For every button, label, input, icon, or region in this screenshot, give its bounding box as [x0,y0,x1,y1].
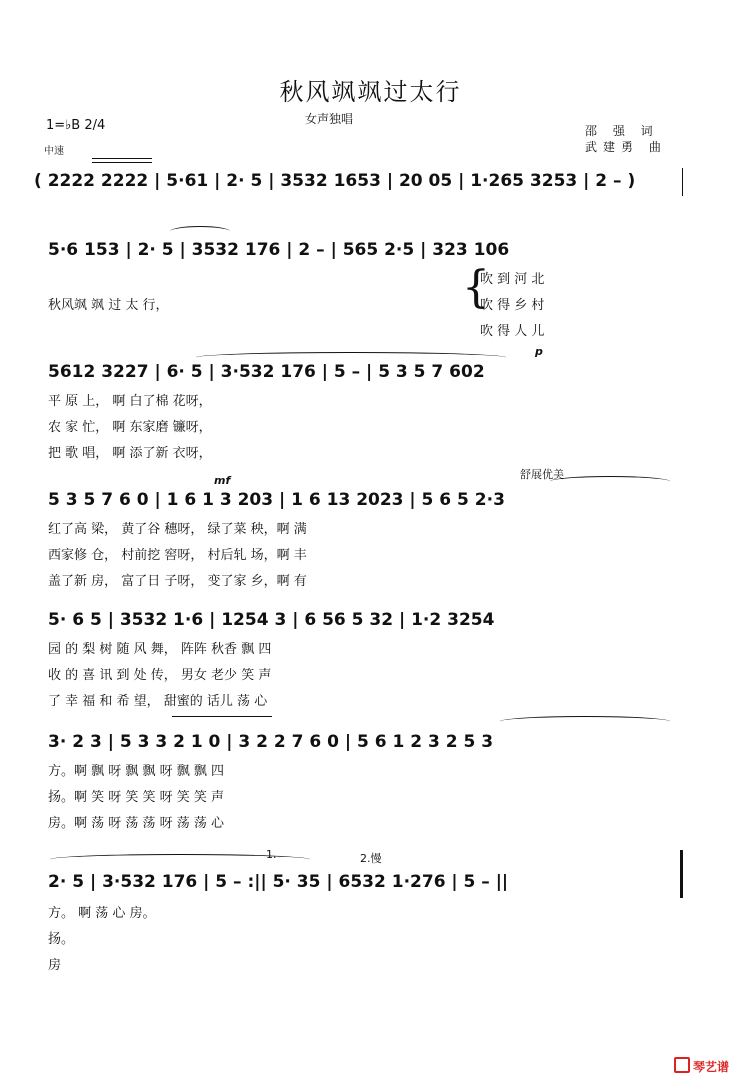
site-logo [674,1057,729,1075]
dynamic-mf: mf [214,474,231,487]
beam-line [92,162,152,163]
lyric-system-6-line-2: 扬。啊 笑 呀 笑 笑 呀 笑 笑 声 [48,790,225,805]
lyric-system-6-line-1: 方。啊 飘 呀 飘 飘 呀 飘 飘 四 [48,764,225,779]
lyric-system-4-line-2: 西家修 仓， 村前挖 窖呀， 村后轧 场，啊 丰 [48,548,307,563]
lyric-system-7-line-1: 方。 啊 荡 心 房。 [48,906,156,921]
lyric-system-2-verse-1: 吹 到 河 北 [480,272,545,287]
volta-1: 1. [266,848,277,861]
notes-system-7: 2· 5 | 3·532 176 | 5 – :|| 5· 35 | 6532 1·276 | 5 – || [48,872,509,892]
volta-2: 2.慢 [360,852,382,865]
tempo-marking: 中速 [44,146,64,157]
lyric-system-3-line-1: 平 原 上， 啊 白了棉 花呀， [48,394,212,409]
lyricist-credit: 邵 强 词 [585,124,659,138]
bar-line [682,168,683,196]
lyric-system-3-line-2: 农 家 忙， 啊 东家磨 镰呀， [48,420,212,435]
lyric-system-7-line-2: 扬。 [48,932,75,947]
logo-icon [674,1057,690,1073]
notes-system-3: 5612 3227 | 6· 5 | 3·532 176 | 5 – | 5 3 5 7 602 [48,362,485,382]
lyric-system-4-line-3: 盖了新 房， 富了日 子呀， 变了家 乡，啊 有 [48,574,307,589]
lyric-system-4-line-1: 红了高 梁， 黄了谷 穗呀， 绿了菜 秧，啊 满 [48,522,307,537]
beam-line [92,158,152,159]
slur [550,476,670,487]
lyric-system-5-line-2: 收 的 喜 讯 到 处 传， 男女 老少 笑 声 [48,668,272,683]
notes-system-4: 5 3 5 7 6 0 | 1 6 1 3 203 | 1 6 13 2023 | 5 6 5 2·3 [48,490,505,510]
verse-brace: { [462,262,490,313]
notes-system-6: 3· 2 3 | 5 3 3 2 1 0 | 3 2 2 7 6 0 | 5 6 1 2 3 2 5 3 [48,732,494,752]
lyric-system-2-verse-2: 吹 得 乡 村 [480,298,545,313]
lyric-system-6-line-3: 房。啊 荡 呀 荡 荡 呀 荡 荡 心 [48,816,225,831]
beam-line [172,716,272,717]
lyric-system-3-line-3: 把 歌 唱， 啊 添了新 衣呀， [48,446,212,461]
performance-type: 女声独唱 [305,112,354,126]
lyric-system-2-verse-3: 吹 得 人 儿 [480,324,545,339]
expression-marking: 舒展优美 [520,468,564,481]
dynamic-p: p [535,345,543,358]
logo-text: 琴艺谱 [692,1060,729,1074]
key-signature: 1=♭B 2/4 [46,118,106,133]
notes-system-5: 5· 6 5 | 3532 1·6 | 1254 3 | 6 56 5 32 | 1·2 3254 [48,610,495,630]
notes-system-1: ( 2222 2222 | 5·61 | 2· 5 | 3532 1653 | 20 05 | 1·265 3253 | 2 – ) [34,171,636,191]
slur [500,716,670,727]
final-bar-line [680,850,683,898]
slur [170,226,230,237]
lyric-system-2-line-1: 秋风飒 飒 过 太 行， [48,298,169,313]
lyric-system-7-line-3: 房 [48,958,62,973]
notes-system-2: 5·6 153 | 2· 5 | 3532 176 | 2 – | 565 2·5 | 323 106 [48,240,510,260]
composer-credit: 武建勇 曲 [585,140,667,154]
score-title: 秋风飒飒过太行 [279,78,462,106]
lyric-system-5-line-1: 园 的 梨 树 随 风 舞， 阵阵 秋香 飘 四 [48,642,272,657]
lyric-system-5-line-3: 了 幸 福 和 希 望， 甜蜜的 话儿 荡 心 [48,694,268,709]
